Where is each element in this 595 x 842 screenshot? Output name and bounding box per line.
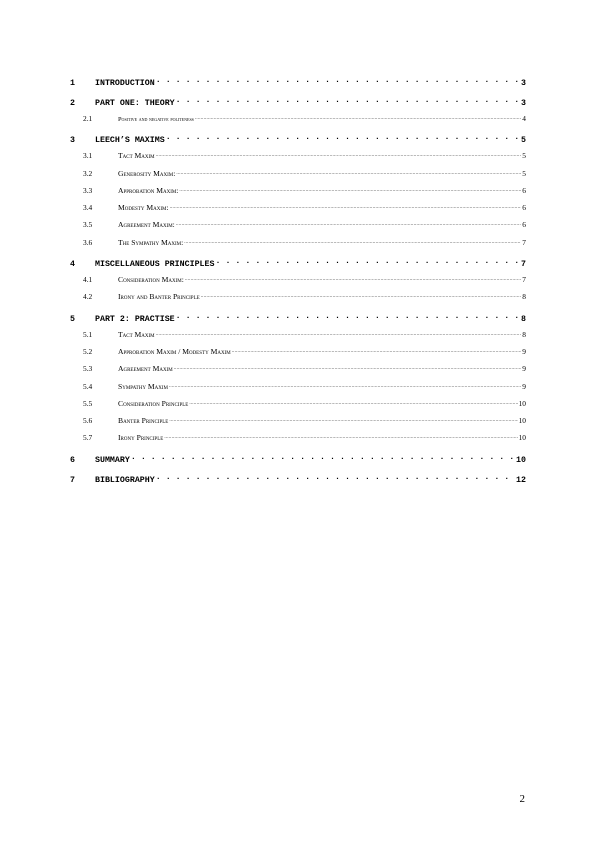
toc-entry-page: 7 <box>522 275 526 285</box>
toc-entry-page: 6 <box>522 185 526 195</box>
toc-entry-subsection[interactable] <box>70 397 526 414</box>
toc-entry-title: BIBLIOGRAPHY <box>95 475 155 485</box>
toc-entry-number: 3.6 <box>83 237 93 247</box>
toc-entry-title: Banter Principle <box>118 416 169 426</box>
toc-entry-subsection[interactable] <box>70 273 526 290</box>
toc-dot-leader <box>232 345 522 354</box>
toc-entry-subsection[interactable] <box>70 149 526 166</box>
toc-entry-section[interactable] <box>70 453 526 469</box>
toc-entry-number: 3 <box>70 136 75 146</box>
toc-entry-title: Sympathy Maxim <box>118 381 168 391</box>
toc-dot-leader <box>176 167 521 176</box>
toc-entry-number: 5.4 <box>83 381 93 391</box>
toc-entry-number: 5.6 <box>83 416 93 426</box>
toc-entry-title: Consideration Principle <box>118 398 189 408</box>
toc-entry-page: 10 <box>518 398 526 408</box>
toc-entry-number: 2 <box>70 99 75 108</box>
toc-dot-leader <box>169 414 517 423</box>
toc-entry-page: 9 <box>522 381 526 391</box>
toc-dot-leader <box>189 397 517 406</box>
toc-entry-number: 3.2 <box>83 168 93 178</box>
toc-dot-leader <box>156 473 515 482</box>
toc-entry-number: 3.1 <box>83 151 93 161</box>
toc-entry-page: 9 <box>522 364 526 374</box>
toc-entry-subsection[interactable] <box>70 362 526 379</box>
toc-entry-page: 6 <box>522 203 526 213</box>
toc-dot-leader <box>179 184 521 193</box>
toc-dot-leader <box>166 133 520 142</box>
toc-entry-number: 3.3 <box>83 185 93 195</box>
toc-dot-leader <box>156 76 520 85</box>
toc-entry-page: 7 <box>521 260 526 270</box>
toc-entry-page: 4 <box>522 114 526 123</box>
toc-entry-title: Agreement Maxim: <box>118 220 175 230</box>
toc-entry-subsection[interactable] <box>70 167 526 184</box>
toc-entry-title: Approbation Maxim: <box>118 185 179 195</box>
toc-entry-title: INTRODUCTION <box>95 79 155 88</box>
toc-entry-page: 8 <box>522 329 526 339</box>
toc-entry-page: 10 <box>518 416 526 426</box>
toc-dot-leader <box>216 257 521 266</box>
toc-entry-subsection[interactable] <box>70 112 526 129</box>
toc-entry-subsection[interactable] <box>70 290 526 307</box>
toc-entry-number: 5.1 <box>83 329 93 339</box>
toc-entry-subsection[interactable] <box>70 328 526 345</box>
toc-entry-title: LEECH’S MAXIMS <box>95 136 165 146</box>
toc-entry-title: Approbation Maxim / Modesty Maxim <box>118 346 231 356</box>
toc-entry-page: 8 <box>522 292 526 302</box>
toc-entry-page: 10 <box>516 455 526 465</box>
toc-entry-page: 10 <box>518 433 526 443</box>
toc-entry-number: 5.3 <box>83 364 93 374</box>
toc-entry-number: 5.5 <box>83 398 93 408</box>
toc-entry-title: Generosity Maxim: <box>118 168 176 178</box>
toc-entry-page: 5 <box>522 151 526 161</box>
toc-entry-title: MISCELLANEOUS PRINCIPLES <box>95 260 215 270</box>
toc-entry-page: 5 <box>521 136 526 146</box>
toc-entry-number: 4 <box>70 260 75 270</box>
toc-entry-subsection[interactable] <box>70 201 526 218</box>
toc-entry-title: Positive and negative politeness <box>118 116 194 123</box>
toc-entry-section[interactable] <box>70 312 526 328</box>
toc-entry-section[interactable] <box>70 133 526 149</box>
toc-entry-number: 5.2 <box>83 346 93 356</box>
toc-entry-section[interactable] <box>70 96 526 112</box>
toc-dot-leader <box>176 96 520 105</box>
toc-entry-title: Agreement Maxim <box>118 364 173 374</box>
toc-entry-page: 3 <box>521 79 526 88</box>
toc-dot-leader <box>201 290 522 299</box>
toc-dot-leader <box>176 218 522 227</box>
toc-entry-subsection[interactable] <box>70 431 526 448</box>
toc-entry-page: 3 <box>521 99 526 108</box>
toc-entry-subsection[interactable] <box>70 218 526 235</box>
toc-entry-page: 7 <box>522 237 526 247</box>
toc-entry-number: 4.1 <box>83 275 93 285</box>
toc-dot-leader <box>185 273 521 282</box>
toc-entry-title: Irony Principle <box>118 433 164 443</box>
toc-entry-number: 2.1 <box>83 114 93 123</box>
toc-entry-page: 9 <box>522 346 526 356</box>
toc-entry-section[interactable] <box>70 473 526 489</box>
toc-entry-subsection[interactable] <box>70 236 526 253</box>
toc-entry-subsection[interactable] <box>70 345 526 362</box>
table-of-contents <box>70 76 526 489</box>
toc-entry-number: 5 <box>70 314 75 324</box>
toc-entry-number: 4.2 <box>83 292 93 302</box>
toc-dot-leader <box>176 312 520 321</box>
toc-entry-title: PART ONE: THEORY <box>95 99 175 108</box>
toc-entry-title: SUMMARY <box>95 455 130 465</box>
toc-entry-page: 5 <box>522 168 526 178</box>
toc-entry-number: 6 <box>70 455 75 465</box>
toc-entry-subsection[interactable] <box>70 184 526 201</box>
toc-dot-leader <box>156 149 522 158</box>
toc-entry-page: 8 <box>521 314 526 324</box>
page-number: 2 <box>519 793 525 805</box>
toc-dot-leader <box>156 328 522 337</box>
toc-entry-number: 3.5 <box>83 220 93 230</box>
toc-dot-leader <box>195 112 521 121</box>
toc-dot-leader <box>170 201 522 210</box>
toc-entry-subsection[interactable] <box>70 380 526 397</box>
toc-entry-subsection[interactable] <box>70 414 526 431</box>
toc-dot-leader <box>174 362 522 371</box>
toc-entry-page: 12 <box>516 475 526 485</box>
toc-entry-section[interactable] <box>70 76 526 92</box>
toc-entry-title: Consideration Maxim: <box>118 275 184 285</box>
toc-entry-title: Irony and Banter Principle <box>118 292 200 302</box>
toc-entry-title: Modesty Maxim: <box>118 203 169 213</box>
toc-entry-number: 7 <box>70 475 75 485</box>
toc-entry-title: PART 2: PRACTISE <box>95 314 175 324</box>
toc-entry-section[interactable] <box>70 257 526 273</box>
toc-entry-number: 1 <box>70 79 75 88</box>
toc-dot-leader <box>131 453 515 462</box>
toc-dot-leader <box>169 380 521 389</box>
toc-entry-title: Tact Maxim <box>118 329 155 339</box>
toc-dot-leader <box>184 236 521 245</box>
toc-entry-title: Tact Maxim <box>118 151 155 161</box>
toc-entry-number: 3.4 <box>83 203 93 213</box>
toc-entry-title: The Sympathy Maxim: <box>118 237 184 247</box>
toc-dot-leader <box>164 431 517 440</box>
toc-entry-number: 5.7 <box>83 433 93 443</box>
toc-entry-page: 6 <box>522 220 526 230</box>
